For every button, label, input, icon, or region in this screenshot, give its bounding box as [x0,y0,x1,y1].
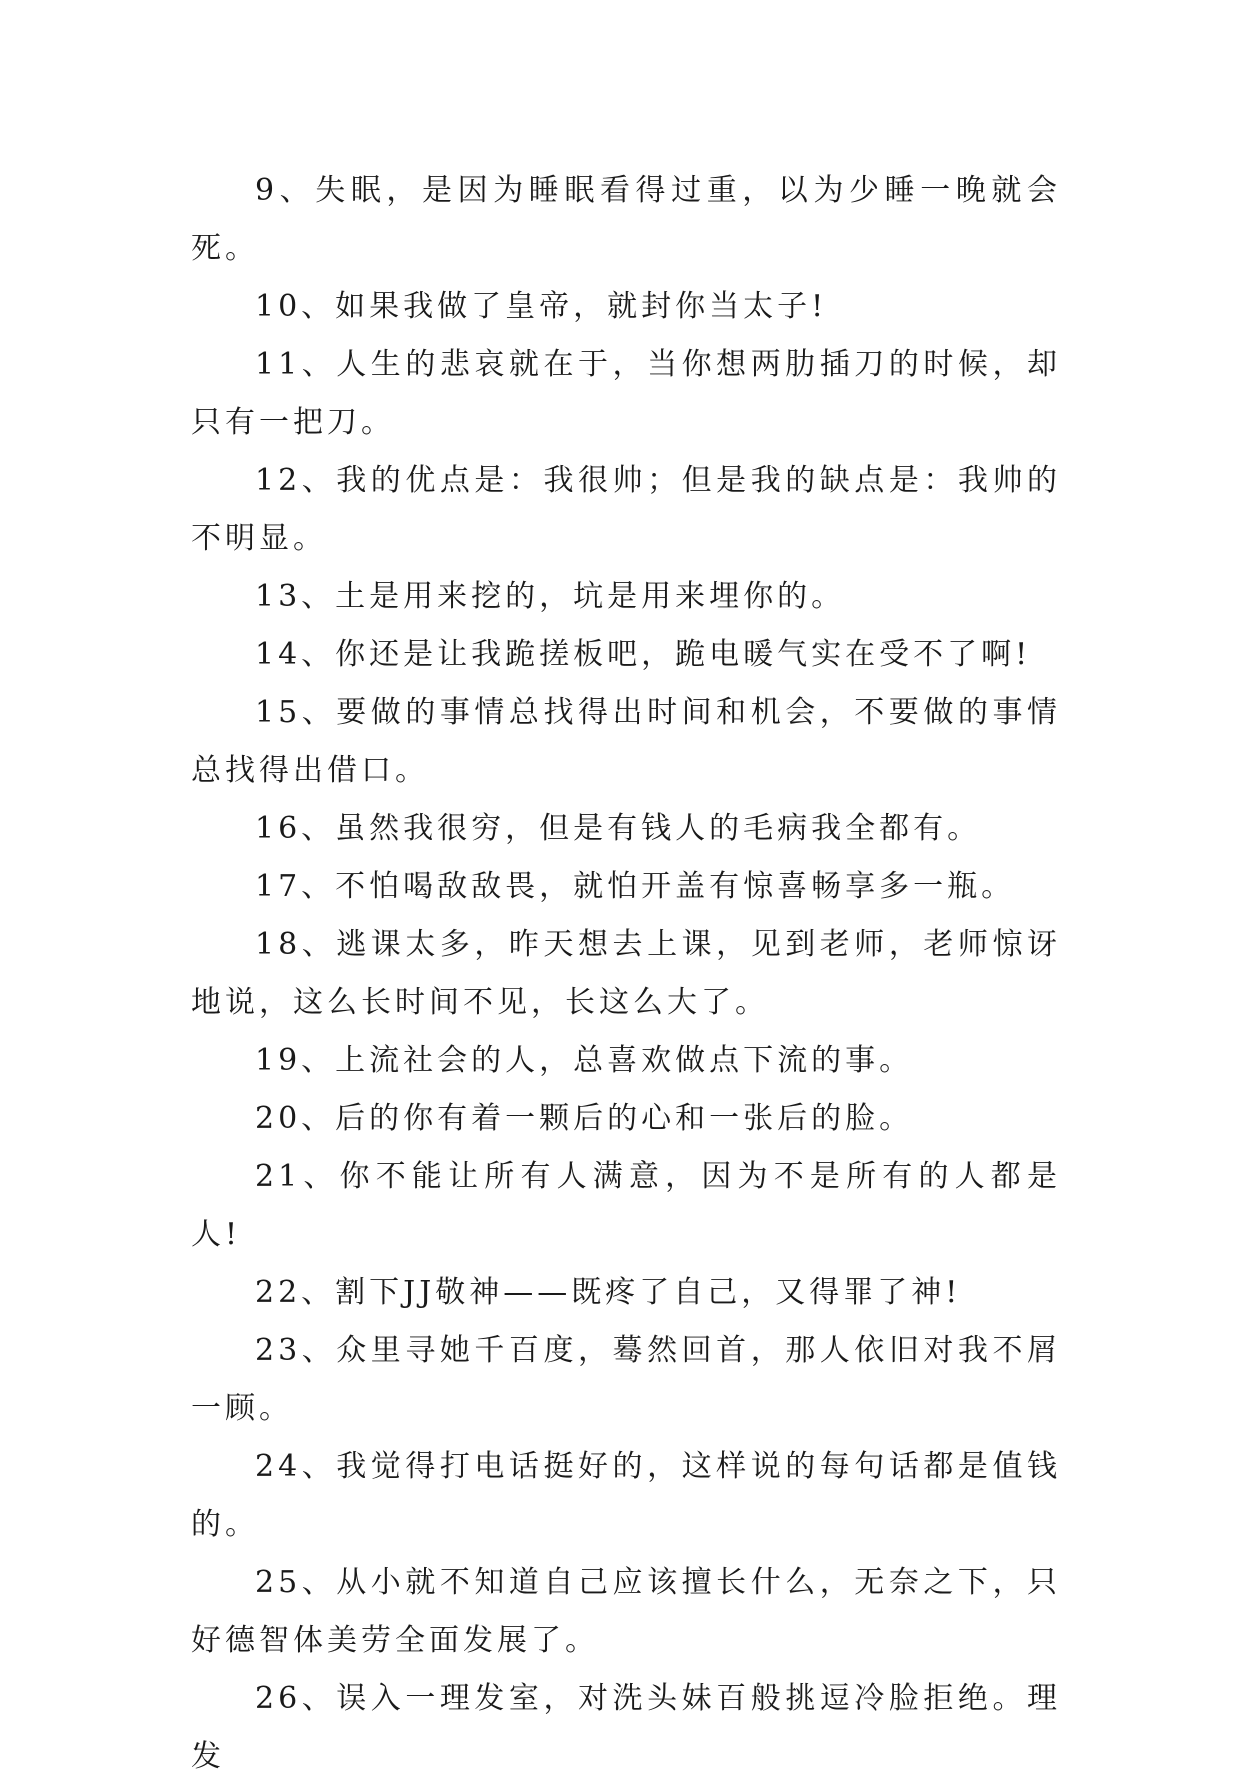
paragraph-10: 10、如果我做了皇帝，就封你当太子! [255,289,828,324]
paragraph-24: 24、我觉得打电话挺好的，这样说的每句话都是值钱的。 [191,1449,1061,1542]
paragraph-25: 25、从小就不知道自己应该擅长什么，无奈之下，只好德智体美劳全面发展了。 [191,1565,1061,1658]
document-body [191,162,1061,1786]
paragraph-9: 9、失眠，是因为睡眠看得过重，以为少睡一晚就会死。 [191,173,1061,266]
paragraph-21: 21、你不能让所有人满意，因为不是所有的人都是人! [191,1159,1061,1252]
paragraph-26: 26、误入一理发室，对洗头妹百般挑逗冷脸拒绝。理发 [191,1681,1061,1774]
paragraph-17: 17、不怕喝敌敌畏，就怕开盖有惊喜畅享多一瓶。 [255,869,1016,904]
paragraph-12: 12、我的优点是：我很帅；但是我的缺点是：我帅的不明显。 [191,463,1061,556]
paragraph-19: 19、上流社会的人，总喜欢做点下流的事。 [255,1043,914,1078]
paragraph-15: 15、要做的事情总找得出时间和机会，不要做的事情总找得出借口。 [191,695,1061,788]
paragraph-23: 23、众里寻她千百度，蓦然回首，那人依旧对我不屑一顾。 [191,1333,1061,1426]
paragraph-20: 20、后的你有着一颗后的心和一张后的脸。 [255,1101,914,1136]
paragraph-14: 14、你还是让我跪搓板吧，跪电暖气实在受不了啊! [255,637,1032,672]
paragraph-13: 13、土是用来挖的，坑是用来埋你的。 [255,579,846,614]
paragraph-22: 22、割下JJ敬神——既疼了自己，又得罪了神! [255,1275,962,1310]
paragraph-11: 11、人生的悲哀就在于，当你想两肋插刀的时候，却只有一把刀。 [191,347,1061,440]
paragraph-18: 18、逃课太多，昨天想去上课，见到老师，老师惊讶地说，这么长时间不见，长这么大了。 [191,927,1061,1020]
paragraph-16: 16、虽然我很穷，但是有钱人的毛病我全都有。 [255,811,982,846]
